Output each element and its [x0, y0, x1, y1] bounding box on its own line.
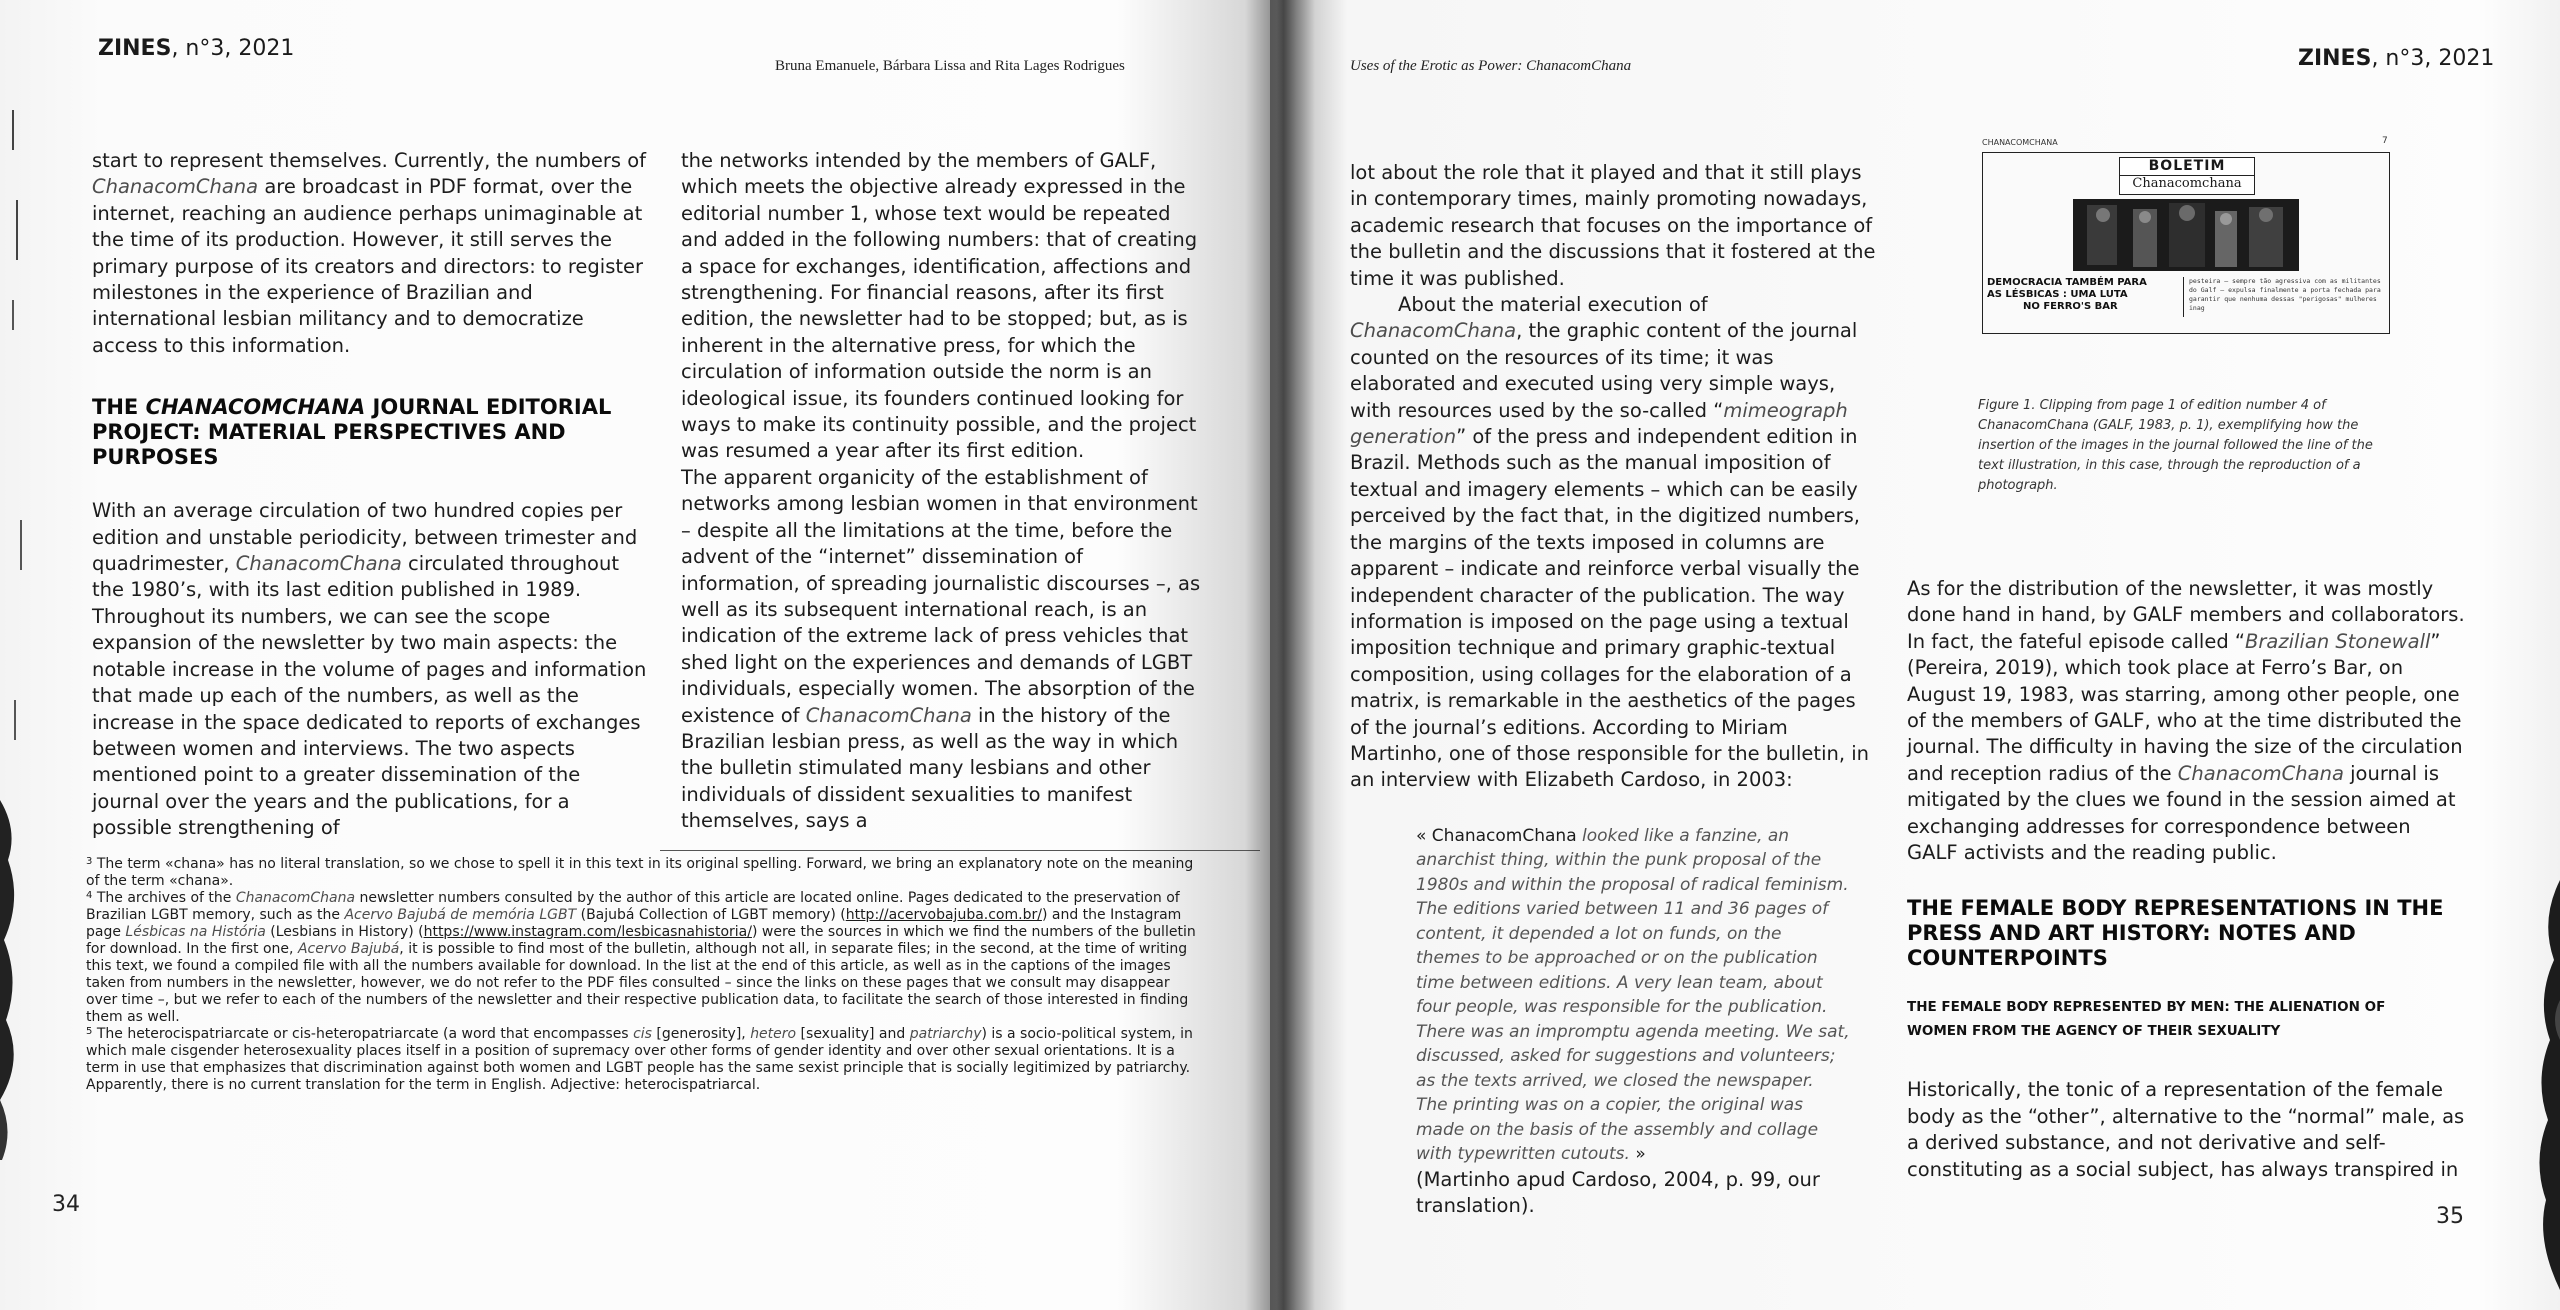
running-head-authors: Bruna Emanuele, Bárbara Lissa and Rita Lages Rodrigues — [775, 58, 1125, 74]
figure-1 — [1978, 136, 2396, 336]
quote-reference: (Martinho apud Cardoso, 2004, p. 99, our translation). — [1416, 1167, 1820, 1217]
footnotes — [86, 856, 1198, 1094]
torn-edge-shadow — [0, 800, 14, 1100]
footnote-rule — [660, 850, 1260, 851]
left-column-1 — [92, 148, 652, 842]
page-number-left: 34 — [52, 1192, 80, 1217]
scan-edge-right — [2510, 0, 2560, 1310]
clipping-headline: DEMOCRACIA TAMBÉM PARA AS LÉSBICAS : UMA LUTA NO FERRO'S BAR — [1987, 277, 2147, 312]
link-instagram-lesbicas[interactable]: https://www.instagram.com/lesbicasnahistoria/ — [423, 924, 752, 940]
paragraph: Historically, the tonic of a representation of the female body as the “other”, alternative to the “normal” male, as a derived substance, and not derivative and self-constituting as a social subject, has always transpired in — [1907, 1078, 2465, 1181]
journal-brand: ZINES — [98, 36, 172, 61]
paragraph: With an average circulation of two hundred copies per edition and unstable periodicity, between trimester and quadrimester, ChanacomChana circulated throughout the 1980’s, with its last edition published in 1989. Throughout its numbers, we can see the scope expansion of the newsletter by two main aspects: the notable increase in the volume of pages and information that made up each of the numbers, as well as the increase in the space dedicated to reports of exchanges between women and interviews. The two aspects mentioned point to a greater dissemination of the journal over the years and the publications, for a possible strengthening of — [92, 499, 647, 840]
block-quote: « ChanacomChana looked like a fanzine, an anarchist thing, within the punk proposal of the 1980s and within the proposal of radical feminism. The editions varied between 11 and 36 pages of content, it depended a lot on funds, on the themes to be approached or on the publication time between editions. A very lean team, about four people, was responsible for the publication. There was an impromptu agenda meeting. We sat, discussed, asked for suggestions and volunteers; as the texts arrived, we closed the newspaper. The printing was on a copier, the original was made on the basis of the assembly and collage with typewritten cutouts. » (Martinho apud Cardoso, 2004, p. 99, our translation). — [1416, 825, 1850, 1217]
journal-brand: ZINES — [2298, 46, 2372, 71]
figure-page-number: 7 — [2382, 136, 2388, 146]
paragraph: the networks intended by the members of GALF, which meets the objective already expressed in the editorial number 1, whose text would be repeated and added in the following numbers: that of creating a space for exchanges, identification, affections and strengthening. For financial reasons, after its first edition, the newsletter had to be stopped; but, as is inherent in the alternative press, for which the circulation of information outside the norm is an ideological issue, its founders continued looking for ways to make its continuity possible, and the project was resumed a year after its first edition. — [681, 149, 1198, 463]
clipping-side-text: pesteira — sempre tão agressiva com as militantes do Galf — expulsa finalmente a porta fechada para garantir que nenhuma dessas "perigosas" mulheres inag — [2189, 277, 2381, 312]
paragraph: As for the distribution of the newsletter, it was mostly done hand in hand, by GALF members and collaborators. In fact, the fateful episode called “Brazilian Stonewall” (Pereira, 2019), which took place at Ferro’s Bar, on August 19, 1983, was starring, among other people, one of the members of GALF, who at the time distributed the journal. The difficulty in having the size of the circulation and reception radius of the ChanacomChana journal is mitigated by the clues we found in the session aimed at exchanging addresses for correspondence between GALF activists and the reading public. — [1907, 577, 2465, 865]
figure-caption: Figure 1. Clipping from page 1 of edition number 4 of ChanacomChana (GALF, 1983, p. 1), exemplifying how the insertion of the images in the journal followed the line of the text illustration, in this case, through the reproduction of a photograph. — [1978, 398, 2373, 493]
left-page — [0, 0, 1270, 1310]
link-acervo-bajuba[interactable]: http://acervobajuba.com.br/ — [845, 907, 1042, 923]
paragraph: The apparent organicity of the establishment of networks among lesbian women in that environment – despite all the limitations at the time, before the advent of the “internet” dissemination of information, of spreading journalistic discourses –, as well as its subsequent international reach, is an indication of the extreme lack of press vehicles that shed light on the experiences and demands of LGBT individuals, especially women. The absorption of the existence of ChanacomChana in the history of the Brazilian lesbian press, as well as the way in which the bulletin stimulated many lesbians and other individuals of dissident sexualities to manifest themselves, says a — [681, 465, 1201, 833]
right-column-2 — [1907, 576, 2467, 1183]
clipping-photo — [2073, 199, 2299, 271]
footnote-4: $^4$ The archives of the ChanacomChana newsletter numbers consulted by the author of this article are located online. Pages dedicated to the preservation of Brazilian LGBT memory, such as the Acervo Bajubá de memória LGBT (Bajubá Collection of LGBT memory) (http://acervobajuba.com.br/) and the Instagram page Lésbicas na História (Lesbians in History) (https://www.instagram.com/lesbicasnahistoria/) were the sources in which we find the numbers of the bulletin for download. In the first one, Acervo Bajubá, it is possible to find most of the bulletin, although not all, in separate files; in the second, at the time of writing this text, we found a compiled file with all the numbers available for download. In the list at the end of this article, as well as in the captions of the images taken from numbers in the newsletter, however, we do not refer to the PDF files consulted – since the links on these pages that we consult may disappear over time –, but we refer to each of the numbers of the newsletter and their respective publication data, to facilitate the search of those interested in finding them as well. — [86, 890, 1196, 1025]
section-heading: THE FEMALE BODY REPRESENTATIONS IN THE PRESS AND ART HISTORY: NOTES AND COUNTERPOINTS — [1907, 896, 2444, 971]
paragraph: lot about the role that it played and that it still plays in contemporary times, mainly promoting nowadays, academic research that focuses on the importance of the bulletin and the discussions that it fostered at the time it was published. — [1350, 161, 1876, 290]
journal-issue: , n°3, 2021 — [171, 36, 295, 61]
clipping-divider — [2183, 277, 2184, 317]
journal-issue: , n°3, 2021 — [2371, 46, 2495, 71]
clipping-masthead: BOLETIM Chanacomchana — [2119, 157, 2255, 195]
section-heading: THE CHANACOMCHANA JOURNAL EDITORIAL PROJECT: MATERIAL PERSPECTIVES AND PURPOSES — [92, 395, 612, 470]
left-column-2 — [681, 148, 1201, 835]
paragraph: About the material execution of ChanacomChana, the graphic content of the journal counted on the resources of its time; it was elaborated and executed using very simple ways, with resources used by the so-called “mimeograph generation” of the press and independent edition in Brazil. Methods such as the manual imposition of textual and imagery elements – which can be easily perceived by the fact that, in the digitized numbers, the margins of the texts imposed in columns are apparent – indicate and reinforce verbal visually the independent character of the publication. The way information is imposed on the page using a textual imposition technique and primary graphic-textual composition, using collages for the elaboration of a matrix, is remarkable in the aesthetics of the pages of the journal’s editions. According to Miriam Martinho, one of those responsible for the bulletin, in an interview with Elizabeth Cardoso, in 2003: — [1350, 293, 1870, 792]
subsection-heading: THE FEMALE BODY REPRESENTED BY MEN: THE ALIENATION OF WOMEN FROM THE AGENCY OF THEIR SEXUALITY — [1907, 999, 2386, 1040]
footnote-3: $^3$ The term «chana» has no literal translation, so we chose to spell it in this text in its original spelling. Forward, we bring an explanatory note on the meaning of the term «chana». — [86, 856, 1194, 889]
right-page — [1270, 0, 2560, 1310]
scan-edge-marks — [0, 0, 40, 1310]
figure-small-label: CHANACOMCHANA — [1982, 138, 2058, 147]
book-gutter-shadow — [1245, 0, 1315, 1310]
journal-header-right — [2298, 46, 2494, 71]
journal-header-left — [98, 36, 294, 61]
newsletter-clipping — [1982, 152, 2390, 334]
right-column-1 — [1350, 160, 1880, 1219]
page-number-right: 35 — [2436, 1204, 2464, 1229]
footnote-5: $^5$ The heterocispatriarcate or cis-heteropatriarcate (a word that encompasses cis [generosity], hetero [sexuality] and patriarchy) is a socio-political system, in which male cisgender heterosexuality places itself in a position of supremacy over other forms of gender identity and over other sexual orientations. It is a term in use that emphasizes that discrimination against both women and LGBT people has the same sexist principle that is socially legitimized by patriarchy. Apparently, there is no current translation for the term in English. Adjective: heterocispatriarcal. — [86, 1026, 1193, 1093]
running-head-title: Uses of the Erotic as Power: ChanacomChana — [1350, 58, 1632, 74]
paragraph: start to represent themselves. Currently, the numbers of ChanacomChana are broadcast in PDF format, over the internet, reaching an audience perhaps unimaginable at the time of its production. However, it still serves the primary purpose of its creators and directors: to register milestones in the experience of Brazilian and international lesbian militancy and to democratize access to this information. — [92, 149, 647, 357]
